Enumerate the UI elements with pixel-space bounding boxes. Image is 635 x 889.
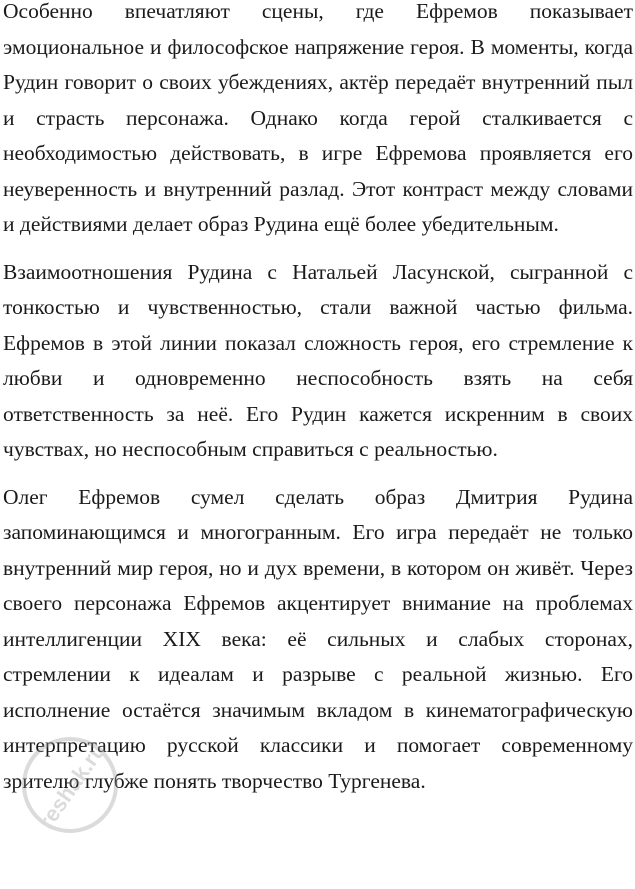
- paragraph-2: Взаимоотношения Рудина с Натальей Ласунской, сыгранной с тонкостью и чувственностью, стали важной частью фильма. Ефремов в этой линии показал сложность героя, его стремление к любви и одновременно неспособность взять на себя ответственность за неё. Его Рудин кажется искренним в своих чувствах, но неспособным справиться с реальностью.: [3, 259, 633, 461]
- watermark-text: reshak.ru: [33, 737, 111, 834]
- paragraph-3: Олег Ефремов сумел сделать образ Дмитрия Рудина запоминающимся и многогранным. Его игра передаёт не только внутренний мир героя, но и дух времени, в котором он живёт. Через своего персонажа Ефремов акцентирует внимание на проблемах интеллигенции XIX века: её сильных и слабых сторонах, стремлении к идеалам и разрыве с реальной жизнью. Его исполнение остаётся значимым вкладом в кинематографическую интерпретацию русской классики и помогает современному зрителю глубже понять творчество Тургенева.: [3, 484, 633, 793]
- paragraph-1: Особенно впечатляют сцены, где Ефремов показывает эмоциональное и философское напряжение героя. В моменты, когда Рудин говорит о своих убеждениях, актёр передаёт внутренний пыл и страсть персонажа. Однако когда герой сталкивается с необходимостью действовать, в игре Ефремова проявляется его неуверенность и внутренний разлад. Этот контраст между словами и действиями делает образ Рудина ещё более убедительным.: [3, 0, 633, 236]
